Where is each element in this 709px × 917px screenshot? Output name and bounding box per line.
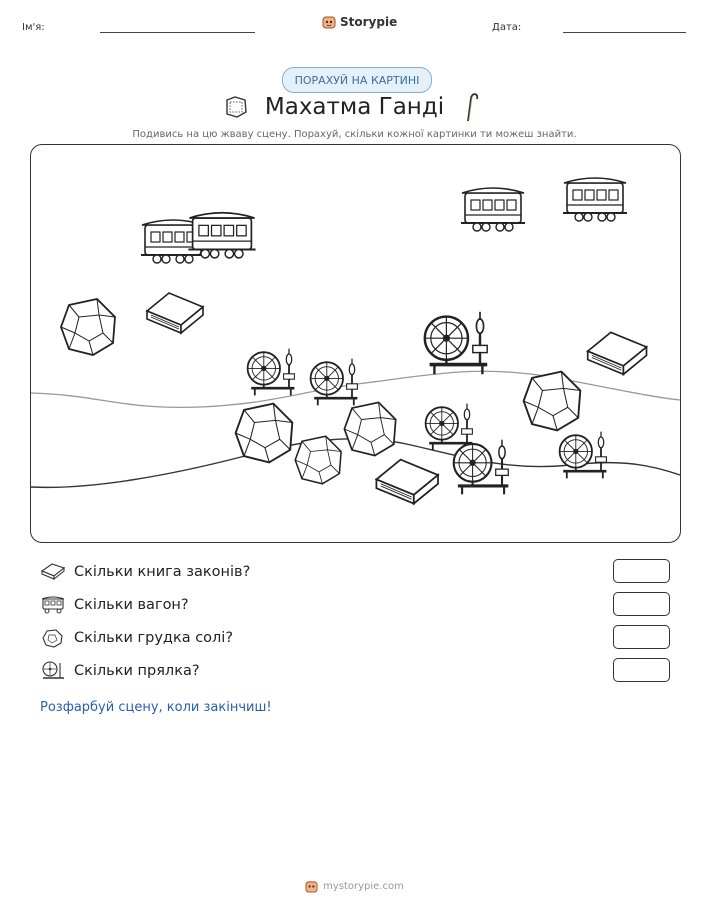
spinning-wheel-6	[560, 432, 607, 479]
salt-lump-1	[61, 299, 115, 355]
answer-box-spinning-wheels[interactable]	[613, 658, 670, 682]
activity-tag: ПОРАХУЙ НА КАРТИНІ	[282, 67, 432, 93]
counting-scene[interactable]	[30, 144, 681, 543]
law-book-2	[588, 332, 647, 374]
walking-stick-icon	[464, 92, 480, 122]
train-car-3	[461, 188, 525, 231]
question-text: Скільки книга законів?	[74, 564, 251, 580]
question-row-spinning-wheels	[40, 659, 200, 683]
question-row-salt	[40, 626, 233, 650]
name-label: Ім'я:	[22, 22, 45, 33]
answer-box-books[interactable]	[613, 559, 670, 583]
brand-logo	[322, 15, 397, 29]
spinning-wheel-2	[311, 359, 358, 406]
storypie-logo-icon	[305, 880, 318, 893]
spinning-wheel-1	[248, 349, 295, 396]
train-car-4	[563, 178, 627, 221]
coloring-instruction: Розфарбуй сцену, коли закінчиш!	[40, 700, 272, 715]
salt-lump-4	[344, 402, 395, 455]
spinning-wheel-4	[426, 404, 473, 451]
train-car-icon	[40, 595, 66, 615]
spinning-wheel-3	[425, 312, 487, 374]
page-footer	[0, 880, 709, 893]
law-book-icon	[40, 562, 66, 582]
footer-url[interactable]: mystorypie.com	[323, 881, 404, 892]
law-book-3	[376, 460, 438, 504]
date-field[interactable]	[563, 32, 686, 33]
question-row-train-cars	[40, 593, 189, 617]
page-title: Махатма Ганді	[264, 94, 445, 120]
salt-lump-3	[295, 436, 341, 484]
storypie-logo-icon	[322, 15, 336, 29]
scene-illustration	[31, 145, 680, 542]
answer-box-train-cars[interactable]	[613, 592, 670, 616]
instructions-subtitle: Подивись на цю жваву сцену. Порахуй, скільки кожної картинки ти можеш знайти.	[132, 129, 577, 140]
spinning-wheel-icon	[40, 660, 66, 682]
salt-lump-icon	[40, 628, 66, 648]
question-text: Скільки грудка солі?	[74, 630, 234, 646]
brand-name: Storypie	[340, 15, 398, 29]
spinning-wheel-5	[454, 440, 509, 495]
question-text: Скільки вагон?	[74, 597, 189, 613]
law-book-1	[147, 293, 203, 333]
answer-box-salt[interactable]	[613, 625, 670, 649]
question-text: Скільки прялка?	[74, 663, 200, 679]
salt-lump-2	[236, 404, 293, 463]
date-label: Дата:	[492, 22, 522, 33]
question-row-books	[40, 560, 250, 584]
name-field[interactable]	[100, 32, 255, 33]
